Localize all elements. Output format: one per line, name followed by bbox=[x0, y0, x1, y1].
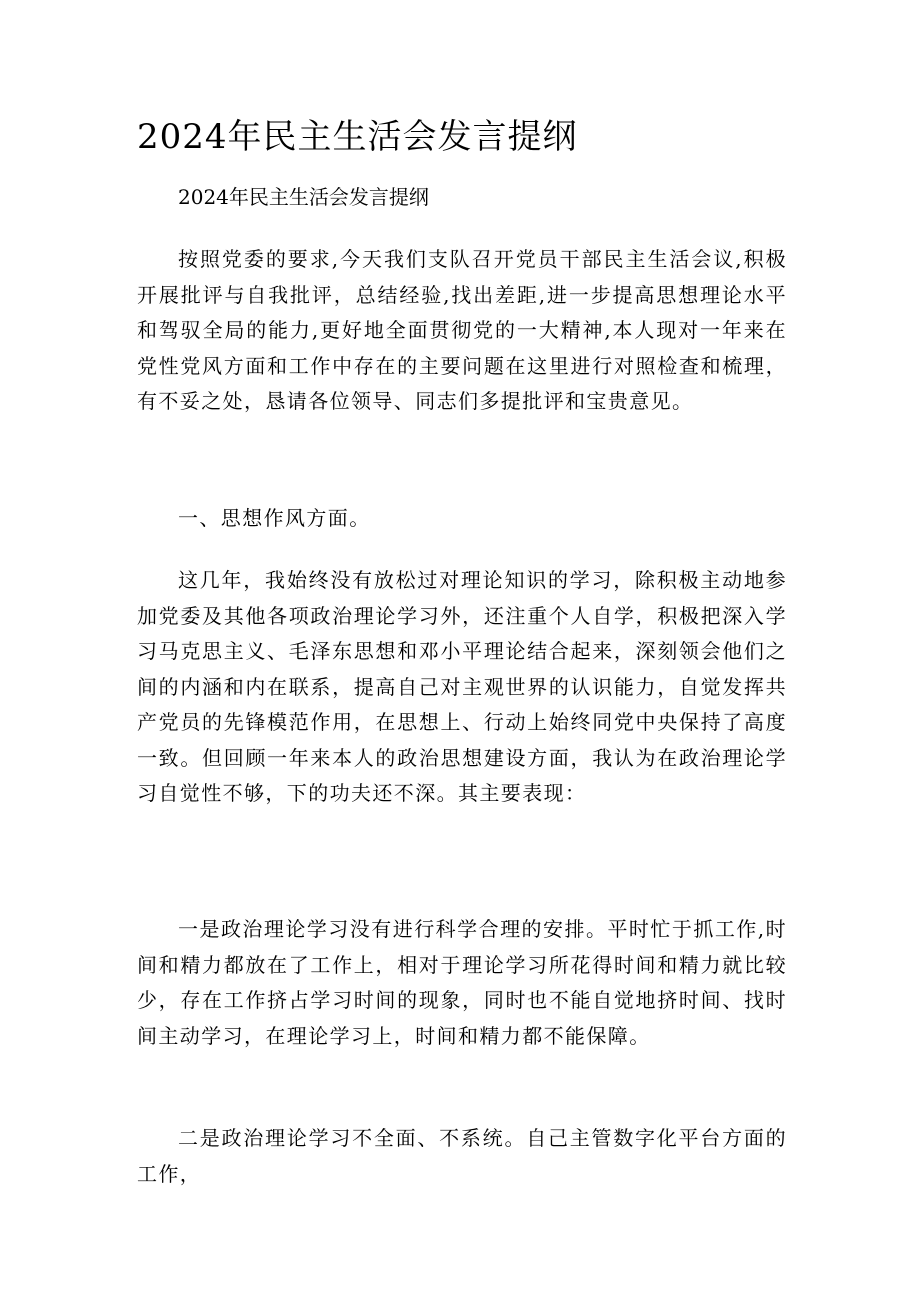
section-heading-ideology: 一、思想作风方面。 bbox=[178, 506, 371, 530]
document-subtitle: 2024年民主生活会发言提纲 bbox=[178, 185, 429, 209]
paragraph-point-two: 二是政治理论学习不全面、不系统。自己主管数字化平台方面的工作， bbox=[137, 1126, 787, 1186]
paragraph-point-one: 一是政治理论学习没有进行科学合理的安排。平时忙于抓工作,时间和精力都放在了工作上，相对于理论学习所花得时间和精力就比较少，存在工作挤占学习时间的现象，同时也不能自觉地挤时间、找时间主动学习，在理论学习上，时间和精力都不能保障。 bbox=[137, 917, 787, 1048]
paragraph-intro: 按照党委的要求,今天我们支队召开党员干部民主生活会议,积极开展批评与自我批评，总结经验,找出差距,进一步提高思想理论水平和驾驭全局的能力,更好地全面贯彻党的一大精神,本人现对一年来在党性党风方面和工作中存在的主要问题在这里进行对照检查和梳理，有不妥之处，恳请各位领导、同志们多提批评和宝贵意见。 bbox=[137, 247, 787, 413]
document-title: 2024年民主生活会发言提纲 bbox=[137, 117, 578, 157]
paragraph-study-review: 这几年，我始终没有放松过对理论知识的学习，除积极主动地参加党委及其他各项政治理论学习外，还注重个人自学，积极把深入学习马克思主义、毛泽东思想和邓小平理论结合起来，深刻领会他们之间的内涵和内在联系，提高自己对主观世界的认识能力，自觉发挥共产党员的先锋模范作用，在思想上、行动上始终同党中央保持了高度一致。但回顾一年来本人的政治思想建设方面，我认为在政治理论学习自觉性不够，下的功夫还不深。其主要表现： bbox=[137, 568, 787, 805]
